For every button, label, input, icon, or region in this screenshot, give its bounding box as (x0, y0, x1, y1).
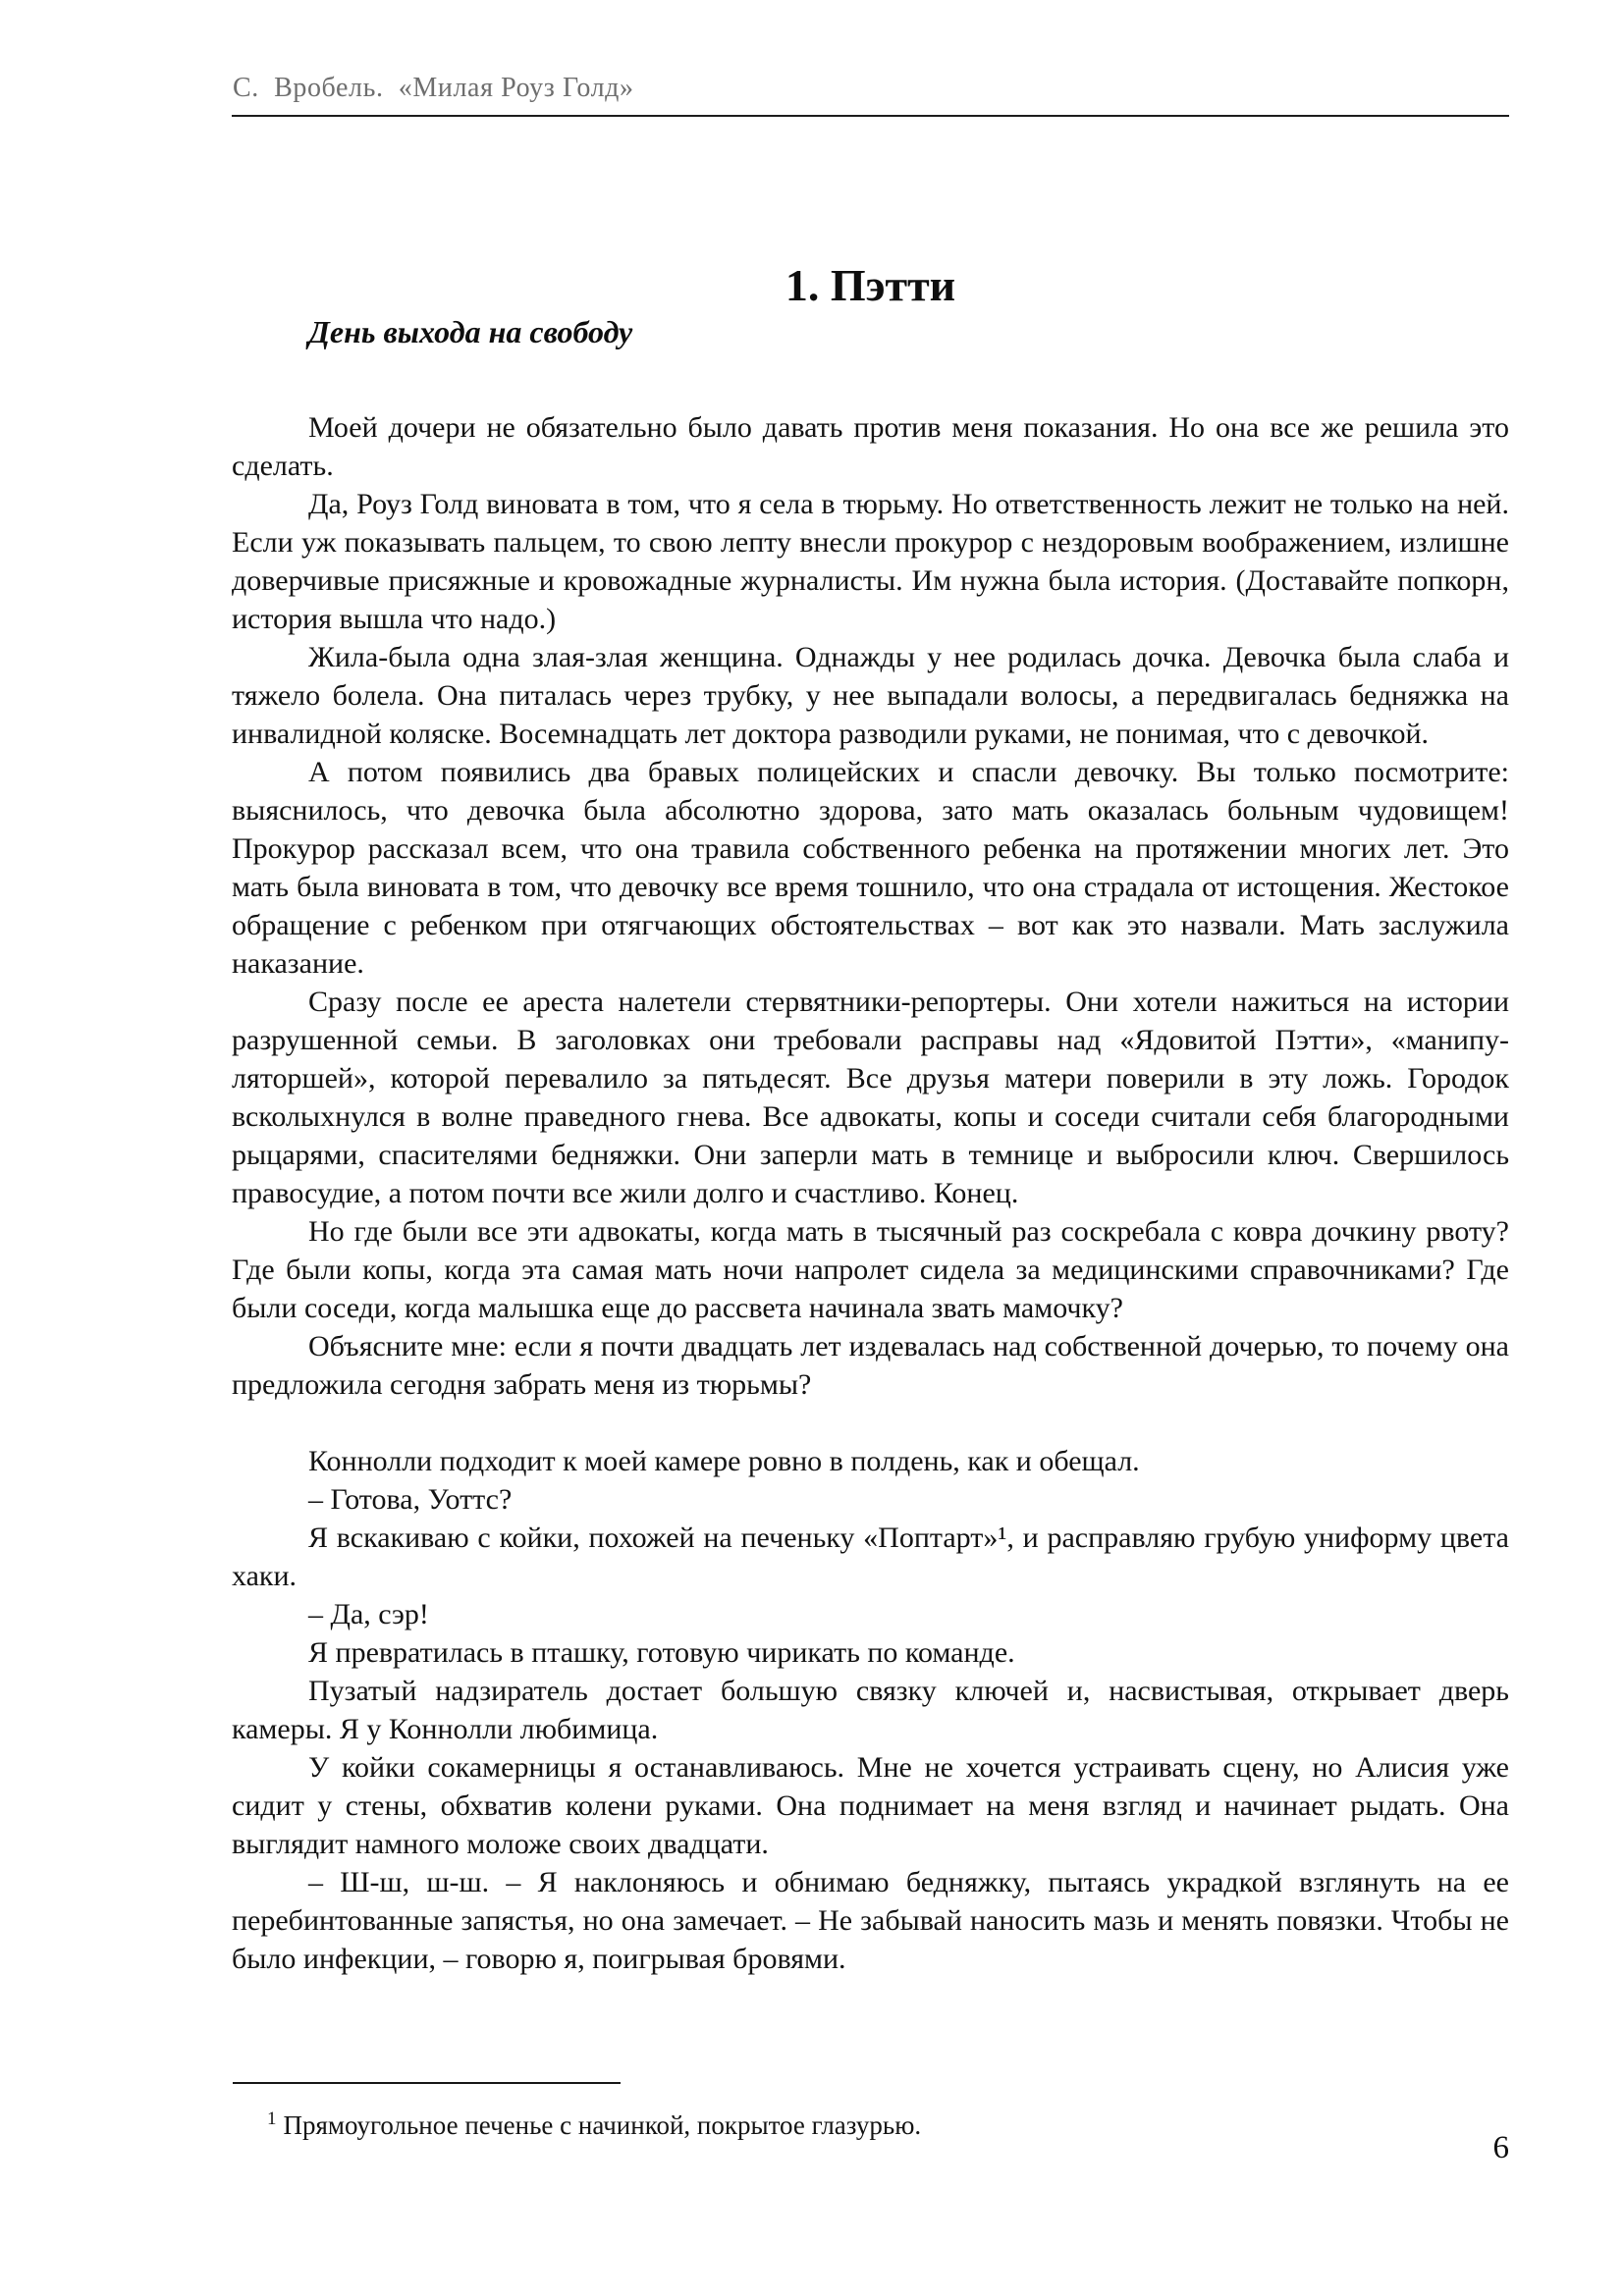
paragraph: А потом появились два бравых полицейских и спасли девочку. Вы только посмотрите: выяснилось, что девочка была абсолютно здорова, зато мать оказалась больным чудовищем! Прокурор рассказал всем, что она травила собственного ребенка на протяжении многих лет. Это мать была виновата в том, что девочку все время тошнило, что она страдала от истощения. Жестокое обращение с ребенком при отягчающих обстоятельствах – вот как это назвали. Мать заслужила наказание. (232, 756, 1509, 980)
paragraph: Я превратилась в пташку, готовую чирикать по команде. (308, 1636, 1015, 1669)
paragraph: Но где были все эти адвокаты, когда мать в тысячный раз соскребала с ковра дочкину рвоту? Где были копы, когда эта самая мать ночи напролет сидела за медицинскими справочниками? Где были соседи, когда малышка еще до рассвета начинала звать мамочку? (232, 1215, 1509, 1324)
section-subtitle: День выхода на свободу (308, 314, 633, 349)
paragraph: – Да, сэр! (308, 1598, 429, 1630)
body-text (232, 408, 1509, 1978)
paragraph: Моей дочери не обязательно было давать против меня показания. Но она все же решила это сделать. (232, 411, 1509, 482)
paragraph: – Ш-ш, ш-ш. – Я наклоняюсь и обнимаю бедняжку, пытаясь украдкой взглянуть на ее перебинтованные запястья, но она замечает. – Не забывай наносить мазь и менять повязки. Чтобы не было инфекции, – говорю я, поигрывая бровями. (232, 1866, 1509, 1975)
paragraph: Сразу после ее ареста налетели стервятники-репортеры. Они хотели нажиться на истории разрушенной семьи. В заголовках они требовали расправы над «Ядовитой Пэтти», «манипуляторшей», которой перевалило за пятьдесят. Все друзья матери поверили в эту ложь. Городок всколыхнулся в волне праведного гнева. Все адвокаты, копы и соседи считали себя благородными рыцарями, спасителями бедняжки. Они заперли мать в темнице и выбросили ключ. Свершилось правосудие, а потом почти все жили долго и счастливо. Конец. (232, 986, 1509, 1209)
chapter-title: 1. Пэтти (785, 259, 956, 310)
footnote-rule (233, 2082, 621, 2084)
paragraph: У койки сокамерницы я останавливаюсь. Мне не хочется устраивать сцену, но Алисия уже сидит у стены, обхватив колени руками. Она поднимает на меня взгляд и начинает рыдать. Она выглядит намного моложе своих двадцати. (232, 1751, 1509, 1860)
paragraph: Да, Роуз Голд виновата в том, что я села в тюрьму. Но ответственность лежит не только на ней. Если уж показывать пальцем, то свою лепту внесли прокурор с нездоровым воображением, излишне доверчивые присяжные и кровожадные журналисты. Им нужна была история. (Доставайте попкорн, история вышла что надо.) (232, 488, 1509, 635)
paragraph: – Готова, Уоттс? (308, 1483, 513, 1516)
footnote-marker: 1 (267, 2109, 277, 2129)
paragraph: Жила-была одна злая-злая женщина. Однажды у нее родилась дочка. Девочка была слаба и тяжело болела. Она питалась через трубку, у нее выпадали волосы, а передвигалась бедняжка на инвалидной коляске. Восемнадцать лет доктора разводили руками, не понимая, что с девочкой. (232, 641, 1509, 750)
footnote-text: Прямоугольное печенье с начинкой, покрытое глазурью. (283, 2110, 922, 2140)
paragraph: Объясните мне: если я почти двадцать лет издевалась над собственной дочерью, то почему она предложила сегодня забрать меня из тюрьмы? (232, 1330, 1509, 1401)
paragraph: Я вскакиваю с койки, похожей на печеньку «Поптарт»¹, и расправляю грубую униформу цвета хаки. (232, 1522, 1509, 1592)
paragraph: Коннолли подходит к моей камере ровно в полдень, как и обещал. (308, 1445, 1140, 1477)
page-number: 6 (1492, 2130, 1509, 2165)
header-rule (232, 115, 1509, 117)
running-head: С. Вробель. «Милая Роуз Голд» (233, 73, 634, 103)
paragraph: Пузатый надзиратель достает большую связку ключей и, насвистывая, открывает дверь камеры. Я у Коннолли любимица. (232, 1675, 1509, 1745)
